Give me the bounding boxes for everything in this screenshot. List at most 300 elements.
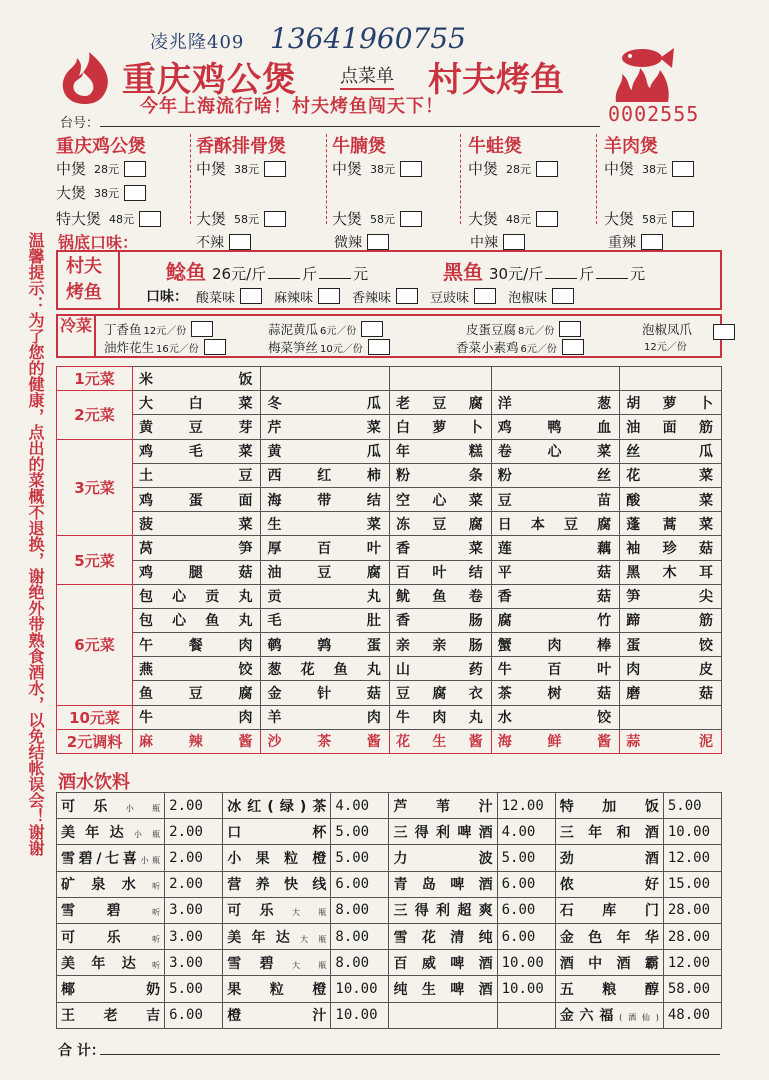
- menu-item-cell[interactable]: 山药: [389, 657, 491, 681]
- drink-name-cell[interactable]: [223, 1002, 331, 1028]
- menu-item-cell[interactable]: 莴笋: [133, 536, 261, 560]
- table-row: [57, 608, 722, 632]
- cold-dish-item: [268, 320, 383, 338]
- pot-checkbox[interactable]: [536, 211, 558, 227]
- drink-name-cell[interactable]: [57, 819, 165, 845]
- weight-blank[interactable]: [545, 278, 577, 279]
- table-row: [57, 367, 722, 391]
- pot-size: 中煲: [332, 160, 363, 178]
- pot-option: [56, 158, 146, 179]
- pot-size: 中煲: [604, 160, 635, 178]
- drink-name-cell[interactable]: [223, 871, 331, 897]
- flavor-checkbox[interactable]: [318, 288, 340, 304]
- sauce-item-cell[interactable]: 海鲜酱: [491, 729, 619, 753]
- menu-item-cell[interactable]: 毛肚: [261, 608, 389, 632]
- menu-item-cell[interactable]: 大白菜: [133, 391, 261, 415]
- spice-checkbox[interactable]: [229, 234, 251, 250]
- flavor-checkbox[interactable]: [396, 288, 418, 304]
- menu-item-cell[interactable]: 鱼豆腐: [133, 681, 261, 705]
- flavor-checkbox[interactable]: [474, 288, 496, 304]
- menu-item-cell[interactable]: 黄豆芽: [133, 415, 261, 439]
- menu-item-cell[interactable]: 平菇: [491, 560, 619, 584]
- table-row: [57, 871, 722, 897]
- pot-size: 特大煲: [56, 210, 102, 228]
- pot-checkbox[interactable]: [400, 161, 422, 177]
- menu-item-cell[interactable]: 亲亲肠: [389, 633, 491, 657]
- drink-name-cell[interactable]: [389, 897, 497, 923]
- table-row: [57, 463, 722, 487]
- drink-price-cell: 6.00: [497, 897, 555, 923]
- menu-item-cell[interactable]: 鹌鹑蛋: [261, 633, 389, 657]
- cold-dish-checkbox[interactable]: [559, 321, 581, 337]
- menu-item-cell[interactable]: 包心鱼丸: [133, 608, 261, 632]
- cold-dish-name: 皮蛋豆腐: [466, 322, 517, 337]
- menu-item-cell[interactable]: 年糕: [389, 439, 491, 463]
- menu-item-cell[interactable]: 羊肉: [261, 705, 389, 729]
- menu-item-cell[interactable]: 鸡腿菇: [133, 560, 261, 584]
- menu-item-cell[interactable]: 花菜: [620, 463, 722, 487]
- drink-name-cell[interactable]: [223, 793, 331, 819]
- menu-item-cell[interactable]: 鸡蛋面: [133, 487, 261, 511]
- menu-item-cell[interactable]: 海带结: [261, 487, 389, 511]
- cold-dish-checkbox[interactable]: [562, 339, 584, 355]
- drink-price-cell: 5.00: [663, 793, 721, 819]
- drink-name-cell[interactable]: [389, 793, 497, 819]
- pot-option: [604, 208, 694, 229]
- menu-item-cell[interactable]: 土豆: [133, 463, 261, 487]
- drink-size: 听: [152, 960, 161, 970]
- fish-unit: 斤: [579, 265, 595, 283]
- drink-size: 小瓶: [140, 855, 161, 865]
- menu-item-cell[interactable]: 香菜: [389, 536, 491, 560]
- spice-checkbox[interactable]: [367, 234, 389, 250]
- drink-name-cell[interactable]: [555, 897, 663, 923]
- flavor-checkbox[interactable]: [552, 288, 574, 304]
- sauce-item-cell[interactable]: 蒜泥: [620, 729, 722, 753]
- menu-item-cell[interactable]: 鱿鱼卷: [389, 584, 491, 608]
- menu-item-cell[interactable]: 香菇: [491, 584, 619, 608]
- menu-item-cell[interactable]: 西红柿: [261, 463, 389, 487]
- pot-column: [332, 132, 386, 158]
- menu-item-cell[interactable]: 菠菜: [133, 512, 261, 536]
- drink-price-cell: 8.00: [331, 897, 389, 923]
- table-row: [57, 976, 722, 1002]
- flame-logo-icon: [55, 48, 115, 108]
- flavor-option: [508, 287, 574, 306]
- menu-item-cell[interactable]: 午餐肉: [133, 633, 261, 657]
- menu-item-cell[interactable]: 磨菇: [620, 681, 722, 705]
- cold-dish-name: 蒜泥黄瓜: [268, 322, 319, 337]
- drink-name-cell[interactable]: [389, 950, 497, 976]
- pot-checkbox[interactable]: [672, 211, 694, 227]
- menu-item-cell[interactable]: 蓬蒿菜: [620, 512, 722, 536]
- drink-price-cell: 4.00: [497, 819, 555, 845]
- amount-blank[interactable]: [596, 278, 628, 279]
- pot-size: 中煲: [56, 160, 87, 178]
- drink-price-cell: 5.00: [497, 845, 555, 871]
- menu-item-cell[interactable]: 空心菜: [389, 487, 491, 511]
- drink-name: 芦苇汁: [393, 798, 493, 815]
- weight-blank[interactable]: [268, 278, 300, 279]
- pot-checkbox[interactable]: [264, 161, 286, 177]
- menu-item-cell[interactable]: 贡丸: [261, 584, 389, 608]
- spice-option: [608, 232, 663, 252]
- grilled-fish-box: [56, 250, 722, 310]
- pot-size: 中煲: [468, 160, 499, 178]
- drink-name-cell[interactable]: [389, 923, 497, 949]
- serial-number: 0002555: [608, 102, 700, 126]
- drink-name-cell[interactable]: [57, 845, 165, 871]
- drink-name: 椰奶: [61, 981, 161, 998]
- menu-item-cell[interactable]: 袖珍菇: [620, 536, 722, 560]
- menu-item-cell[interactable]: 牛百叶: [491, 657, 619, 681]
- menu-item-cell[interactable]: 芹菜: [261, 415, 389, 439]
- drink-name: 三得利超爽: [393, 903, 493, 920]
- fish-price: 26元/斤: [212, 265, 267, 283]
- menu-item-cell[interactable]: 油面筋: [620, 415, 722, 439]
- side-notice: 温馨提示：为了您的健康，点出的菜概不退换，谢绝外带熟食酒水，以免结帐误会！谢谢: [26, 232, 45, 856]
- pot-size: 大煲: [468, 210, 499, 228]
- menu-item-cell[interactable]: 丝瓜: [620, 439, 722, 463]
- drink-price-cell: 5.00: [331, 845, 389, 871]
- drink-name-cell[interactable]: [57, 950, 165, 976]
- cold-dish-checkbox[interactable]: [368, 339, 390, 355]
- pot-column: [468, 132, 522, 158]
- pot-checkbox[interactable]: [672, 161, 694, 177]
- menu-item-cell[interactable]: [620, 367, 722, 391]
- table-row: [57, 793, 722, 819]
- drink-name-cell[interactable]: [389, 871, 497, 897]
- table-row: [57, 512, 722, 536]
- drink-name: 劲酒: [559, 850, 659, 867]
- drink-name: 可乐: [61, 929, 153, 946]
- drink-price-cell: 48.00: [663, 1002, 721, 1028]
- drink-price-cell: 6.00: [497, 871, 555, 897]
- cold-dish-price: 12元／份: [143, 325, 187, 337]
- cold-dish-item: [456, 338, 584, 356]
- drink-name-cell[interactable]: [555, 845, 663, 871]
- drink-name-cell[interactable]: [223, 950, 331, 976]
- pot-option: [196, 208, 286, 229]
- menu-item-cell[interactable]: 笋尖: [620, 584, 722, 608]
- menu-item-cell[interactable]: 金针菇: [261, 681, 389, 705]
- price-category: 2元调料: [57, 729, 133, 753]
- brand-right-title: 村夫烤鱼: [428, 60, 564, 100]
- drink-name: 特加饭: [559, 798, 659, 815]
- menu-item-cell[interactable]: 香肠: [389, 608, 491, 632]
- drink-name-cell[interactable]: [223, 845, 331, 871]
- pot-checkbox[interactable]: [400, 211, 422, 227]
- pot-option: [468, 208, 558, 229]
- cold-dish-price: 8元／份: [518, 325, 555, 337]
- sauce-item-cell[interactable]: 花生酱: [389, 729, 491, 753]
- table-row: [57, 705, 722, 729]
- menu-item-cell[interactable]: [491, 367, 619, 391]
- table-row: [57, 633, 722, 657]
- drink-size: 大瓶: [292, 960, 327, 970]
- price-category: 2元菜: [57, 391, 133, 439]
- menu-item-cell[interactable]: 卷心菜: [491, 439, 619, 463]
- drink-name-cell[interactable]: [555, 950, 663, 976]
- table-row: [57, 391, 722, 415]
- drink-name-cell[interactable]: [389, 845, 497, 871]
- cold-dish-price: 6元／份: [320, 325, 357, 337]
- drink-name: 雪碧: [61, 903, 153, 920]
- drink-price-cell: 12.00: [497, 793, 555, 819]
- drink-price-cell: 6.00: [165, 1002, 223, 1028]
- menu-item-cell[interactable]: 厚百叶: [261, 536, 389, 560]
- slogan: 今年上海流行啥！村夫烤鱼闯天下！: [140, 96, 444, 117]
- drink-name: 青岛啤酒: [393, 877, 493, 894]
- menu-item-cell[interactable]: 葱花鱼丸: [261, 657, 389, 681]
- drink-name: 营养快线: [227, 877, 327, 894]
- drink-price-cell: 12.00: [663, 950, 721, 976]
- drink-price-cell: 3.00: [165, 923, 223, 949]
- drink-price-cell: 3.00: [165, 950, 223, 976]
- drinks-table: [56, 792, 722, 1029]
- pot-price: 48元: [109, 212, 135, 226]
- flavor-option: [352, 287, 418, 306]
- menu-item-cell[interactable]: 腐竹: [491, 608, 619, 632]
- menu-item-cell[interactable]: 生菜: [261, 512, 389, 536]
- price-category: 3元菜: [57, 439, 133, 536]
- cold-dish-name: 泡椒凤爪: [642, 322, 693, 337]
- cold-dish-item: [104, 320, 213, 338]
- drink-name-cell[interactable]: [555, 871, 663, 897]
- drink-name: 五粮醇: [559, 981, 659, 998]
- drink-name: 石库门: [559, 903, 659, 920]
- drink-size: 大瓶: [292, 908, 327, 918]
- sauce-item-cell[interactable]: 沙茶酱: [261, 729, 389, 753]
- menu-item-cell[interactable]: 粉丝: [491, 463, 619, 487]
- flavor-option: [196, 287, 262, 306]
- menu-item-cell[interactable]: 黄瓜: [261, 439, 389, 463]
- flavor-checkbox[interactable]: [240, 288, 262, 304]
- fish-item-snakehead: [443, 256, 645, 285]
- drink-name-cell[interactable]: [555, 1002, 663, 1028]
- drink-name-cell[interactable]: [223, 976, 331, 1002]
- brand-left-title: 重庆鸡公煲: [122, 60, 297, 100]
- menu-item-cell[interactable]: 牛肉: [133, 705, 261, 729]
- menu-item-cell[interactable]: 百叶结: [389, 560, 491, 584]
- menu-item-cell[interactable]: 豆苗: [491, 487, 619, 511]
- pot-size: 大煲: [332, 210, 363, 228]
- table-row: [57, 536, 722, 560]
- drink-name-cell[interactable]: [57, 976, 165, 1002]
- drink-price-cell: 6.00: [331, 871, 389, 897]
- drink-name: 美年达: [227, 929, 301, 946]
- pot-divider: [596, 134, 597, 224]
- table-number-line[interactable]: [100, 126, 600, 127]
- fish-brand-divider: [118, 252, 120, 308]
- pot-size: 中煲: [196, 160, 227, 178]
- price-category: 1元菜: [57, 367, 133, 391]
- flavor-label: 酸菜味: [196, 290, 236, 306]
- fish-unit: 元: [353, 265, 369, 283]
- flavor-label: 泡椒味: [508, 290, 548, 306]
- fish-unit: 元: [630, 265, 646, 283]
- sauce-item-cell[interactable]: 麻辣酱: [133, 729, 261, 753]
- menu-item-cell[interactable]: 莲藕: [491, 536, 619, 560]
- drink-name-cell[interactable]: [555, 923, 663, 949]
- drink-name-cell[interactable]: [57, 923, 165, 949]
- drink-name-cell[interactable]: [57, 897, 165, 923]
- drink-name: 雪碧/七喜: [61, 850, 141, 867]
- spice-option: [470, 232, 525, 252]
- table-row: [57, 819, 722, 845]
- drink-price-cell: 28.00: [663, 897, 721, 923]
- cold-dish-item: [268, 338, 390, 356]
- table-row: [57, 560, 722, 584]
- menu-item-cell[interactable]: 鸡鸭血: [491, 415, 619, 439]
- pot-price: 38元: [642, 162, 668, 176]
- menu-item-cell[interactable]: 黑木耳: [620, 560, 722, 584]
- cold-dish-checkbox[interactable]: [191, 321, 213, 337]
- menu-item-cell[interactable]: 日本豆腐: [491, 512, 619, 536]
- drink-price-cell: 5.00: [331, 819, 389, 845]
- fish-flavors: [146, 286, 586, 306]
- menu-item-cell[interactable]: [620, 705, 722, 729]
- drink-price-cell: 12.00: [663, 845, 721, 871]
- menu-item-cell[interactable]: 冬瓜: [261, 391, 389, 415]
- drink-name: 雪花清纯: [393, 929, 493, 946]
- cold-dish-name: 油炸花生: [104, 340, 155, 355]
- menu-item-cell[interactable]: 冻豆腐: [389, 512, 491, 536]
- drink-price-cell: 4.00: [331, 793, 389, 819]
- drink-name: 可乐: [227, 903, 293, 920]
- pot-column: [196, 132, 286, 158]
- cold-dish-checkbox[interactable]: [713, 324, 735, 340]
- drink-name-cell[interactable]: [389, 976, 497, 1002]
- pot-divider: [460, 134, 461, 224]
- drink-name-cell[interactable]: [555, 793, 663, 819]
- menu-item-cell[interactable]: [389, 367, 491, 391]
- drink-name: 果粒橙: [227, 981, 327, 998]
- drink-name: 美年达: [61, 824, 134, 841]
- menu-item-cell[interactable]: 豆腐衣: [389, 681, 491, 705]
- menu-item-cell[interactable]: 水饺: [491, 705, 619, 729]
- pot-option: [468, 158, 558, 179]
- drink-price-cell: 10.00: [497, 950, 555, 976]
- flavor-label: 豆豉味: [430, 290, 470, 306]
- drinks-title: 酒水饮料: [58, 772, 130, 793]
- pot-checkbox[interactable]: [264, 211, 286, 227]
- cold-dish-brand: 冷菜: [58, 316, 96, 356]
- menu-item-cell[interactable]: 粉条: [389, 463, 491, 487]
- drink-name-cell[interactable]: [223, 819, 331, 845]
- spice-checkbox[interactable]: [503, 234, 525, 250]
- pot-checkbox[interactable]: [124, 161, 146, 177]
- pot-title: 牛蛙煲: [468, 136, 522, 157]
- drink-price-cell: 2.00: [165, 819, 223, 845]
- menu-item-cell[interactable]: 牛肉丸: [389, 705, 491, 729]
- pot-checkbox[interactable]: [124, 185, 146, 201]
- flavor-label: 香辣味: [352, 290, 392, 306]
- menu-item-cell[interactable]: 油豆腐: [261, 560, 389, 584]
- table-row: [57, 923, 722, 949]
- menu-item-cell[interactable]: 燕饺: [133, 657, 261, 681]
- pot-column: [56, 132, 146, 158]
- pot-price: 28元: [94, 162, 120, 176]
- drink-name-cell[interactable]: [57, 793, 165, 819]
- drink-size: 小瓶: [125, 803, 161, 813]
- drink-name: 雪碧: [227, 955, 293, 972]
- drink-size: 大瓶: [300, 934, 327, 944]
- table-row: [57, 681, 722, 705]
- menu-item-cell[interactable]: 老豆腐: [389, 391, 491, 415]
- menu-item-cell[interactable]: 蟹肉棒: [491, 633, 619, 657]
- soup-base-label: 锅底口味：: [58, 233, 139, 252]
- menu-item-cell[interactable]: 鸡毛菜: [133, 439, 261, 463]
- spice-checkbox[interactable]: [641, 234, 663, 250]
- fish-unit: 斤: [302, 265, 318, 283]
- menu-item-cell[interactable]: 蹄筋: [620, 608, 722, 632]
- spice-label: 不辣: [196, 235, 224, 251]
- drink-price-cell: 2.00: [165, 845, 223, 871]
- drink-name-cell[interactable]: [389, 819, 497, 845]
- menu-item-cell[interactable]: 洋葱: [491, 391, 619, 415]
- drink-name-cell[interactable]: [555, 819, 663, 845]
- menu-item-cell[interactable]: 酸菜: [620, 487, 722, 511]
- table-row: [57, 584, 722, 608]
- menu-item-cell[interactable]: [261, 367, 389, 391]
- pot-option: [56, 208, 161, 229]
- drink-name-cell[interactable]: [57, 871, 165, 897]
- menu-item-cell[interactable]: 米饭: [133, 367, 261, 391]
- table-row: [57, 950, 722, 976]
- pot-divider: [190, 134, 191, 224]
- menu-item-cell[interactable]: 白萝卜: [389, 415, 491, 439]
- total-line[interactable]: [100, 1054, 720, 1055]
- cold-dish-checkbox[interactable]: [361, 321, 383, 337]
- drink-name-cell[interactable]: [223, 923, 331, 949]
- drink-price-cell: 2.00: [165, 871, 223, 897]
- pot-size: 大煲: [196, 210, 227, 228]
- spice-label: 微辣: [334, 235, 362, 251]
- handwritten-note: 凌兆隆409: [150, 32, 245, 53]
- pot-price: 58元: [642, 212, 668, 226]
- drink-name-cell[interactable]: [555, 976, 663, 1002]
- cold-dish-checkbox[interactable]: [204, 339, 226, 355]
- menu-item-cell[interactable]: 胡萝卜: [620, 391, 722, 415]
- menu-item-cell[interactable]: 茶树菇: [491, 681, 619, 705]
- drink-name: 三得利啤酒: [393, 824, 493, 841]
- menu-item-cell[interactable]: 包心贡丸: [133, 584, 261, 608]
- drink-name-cell[interactable]: [57, 1002, 165, 1028]
- drink-name-cell[interactable]: [223, 897, 331, 923]
- table-row: [57, 897, 722, 923]
- drink-name: 橙汁: [227, 1008, 327, 1025]
- drink-name-cell[interactable]: [389, 1002, 497, 1028]
- pot-price: 58元: [370, 212, 396, 226]
- drink-price-cell: 2.00: [165, 793, 223, 819]
- menu-item-cell[interactable]: 蛋饺: [620, 633, 722, 657]
- cold-dish-price: 10元／份: [320, 343, 363, 355]
- table-row: [57, 657, 722, 681]
- pot-checkbox[interactable]: [536, 161, 558, 177]
- drink-price-cell: 6.00: [497, 923, 555, 949]
- fish-item-catfish: [166, 256, 368, 285]
- drink-price-cell: 3.00: [165, 897, 223, 923]
- table-row: [57, 487, 722, 511]
- drink-name: 可乐: [61, 798, 126, 815]
- drink-price-cell: 15.00: [663, 871, 721, 897]
- amount-blank[interactable]: [319, 278, 351, 279]
- pot-checkbox[interactable]: [139, 211, 161, 227]
- menu-item-cell[interactable]: 肉皮: [620, 657, 722, 681]
- drink-price-cell: 58.00: [663, 976, 721, 1002]
- spice-label: 中辣: [470, 235, 498, 251]
